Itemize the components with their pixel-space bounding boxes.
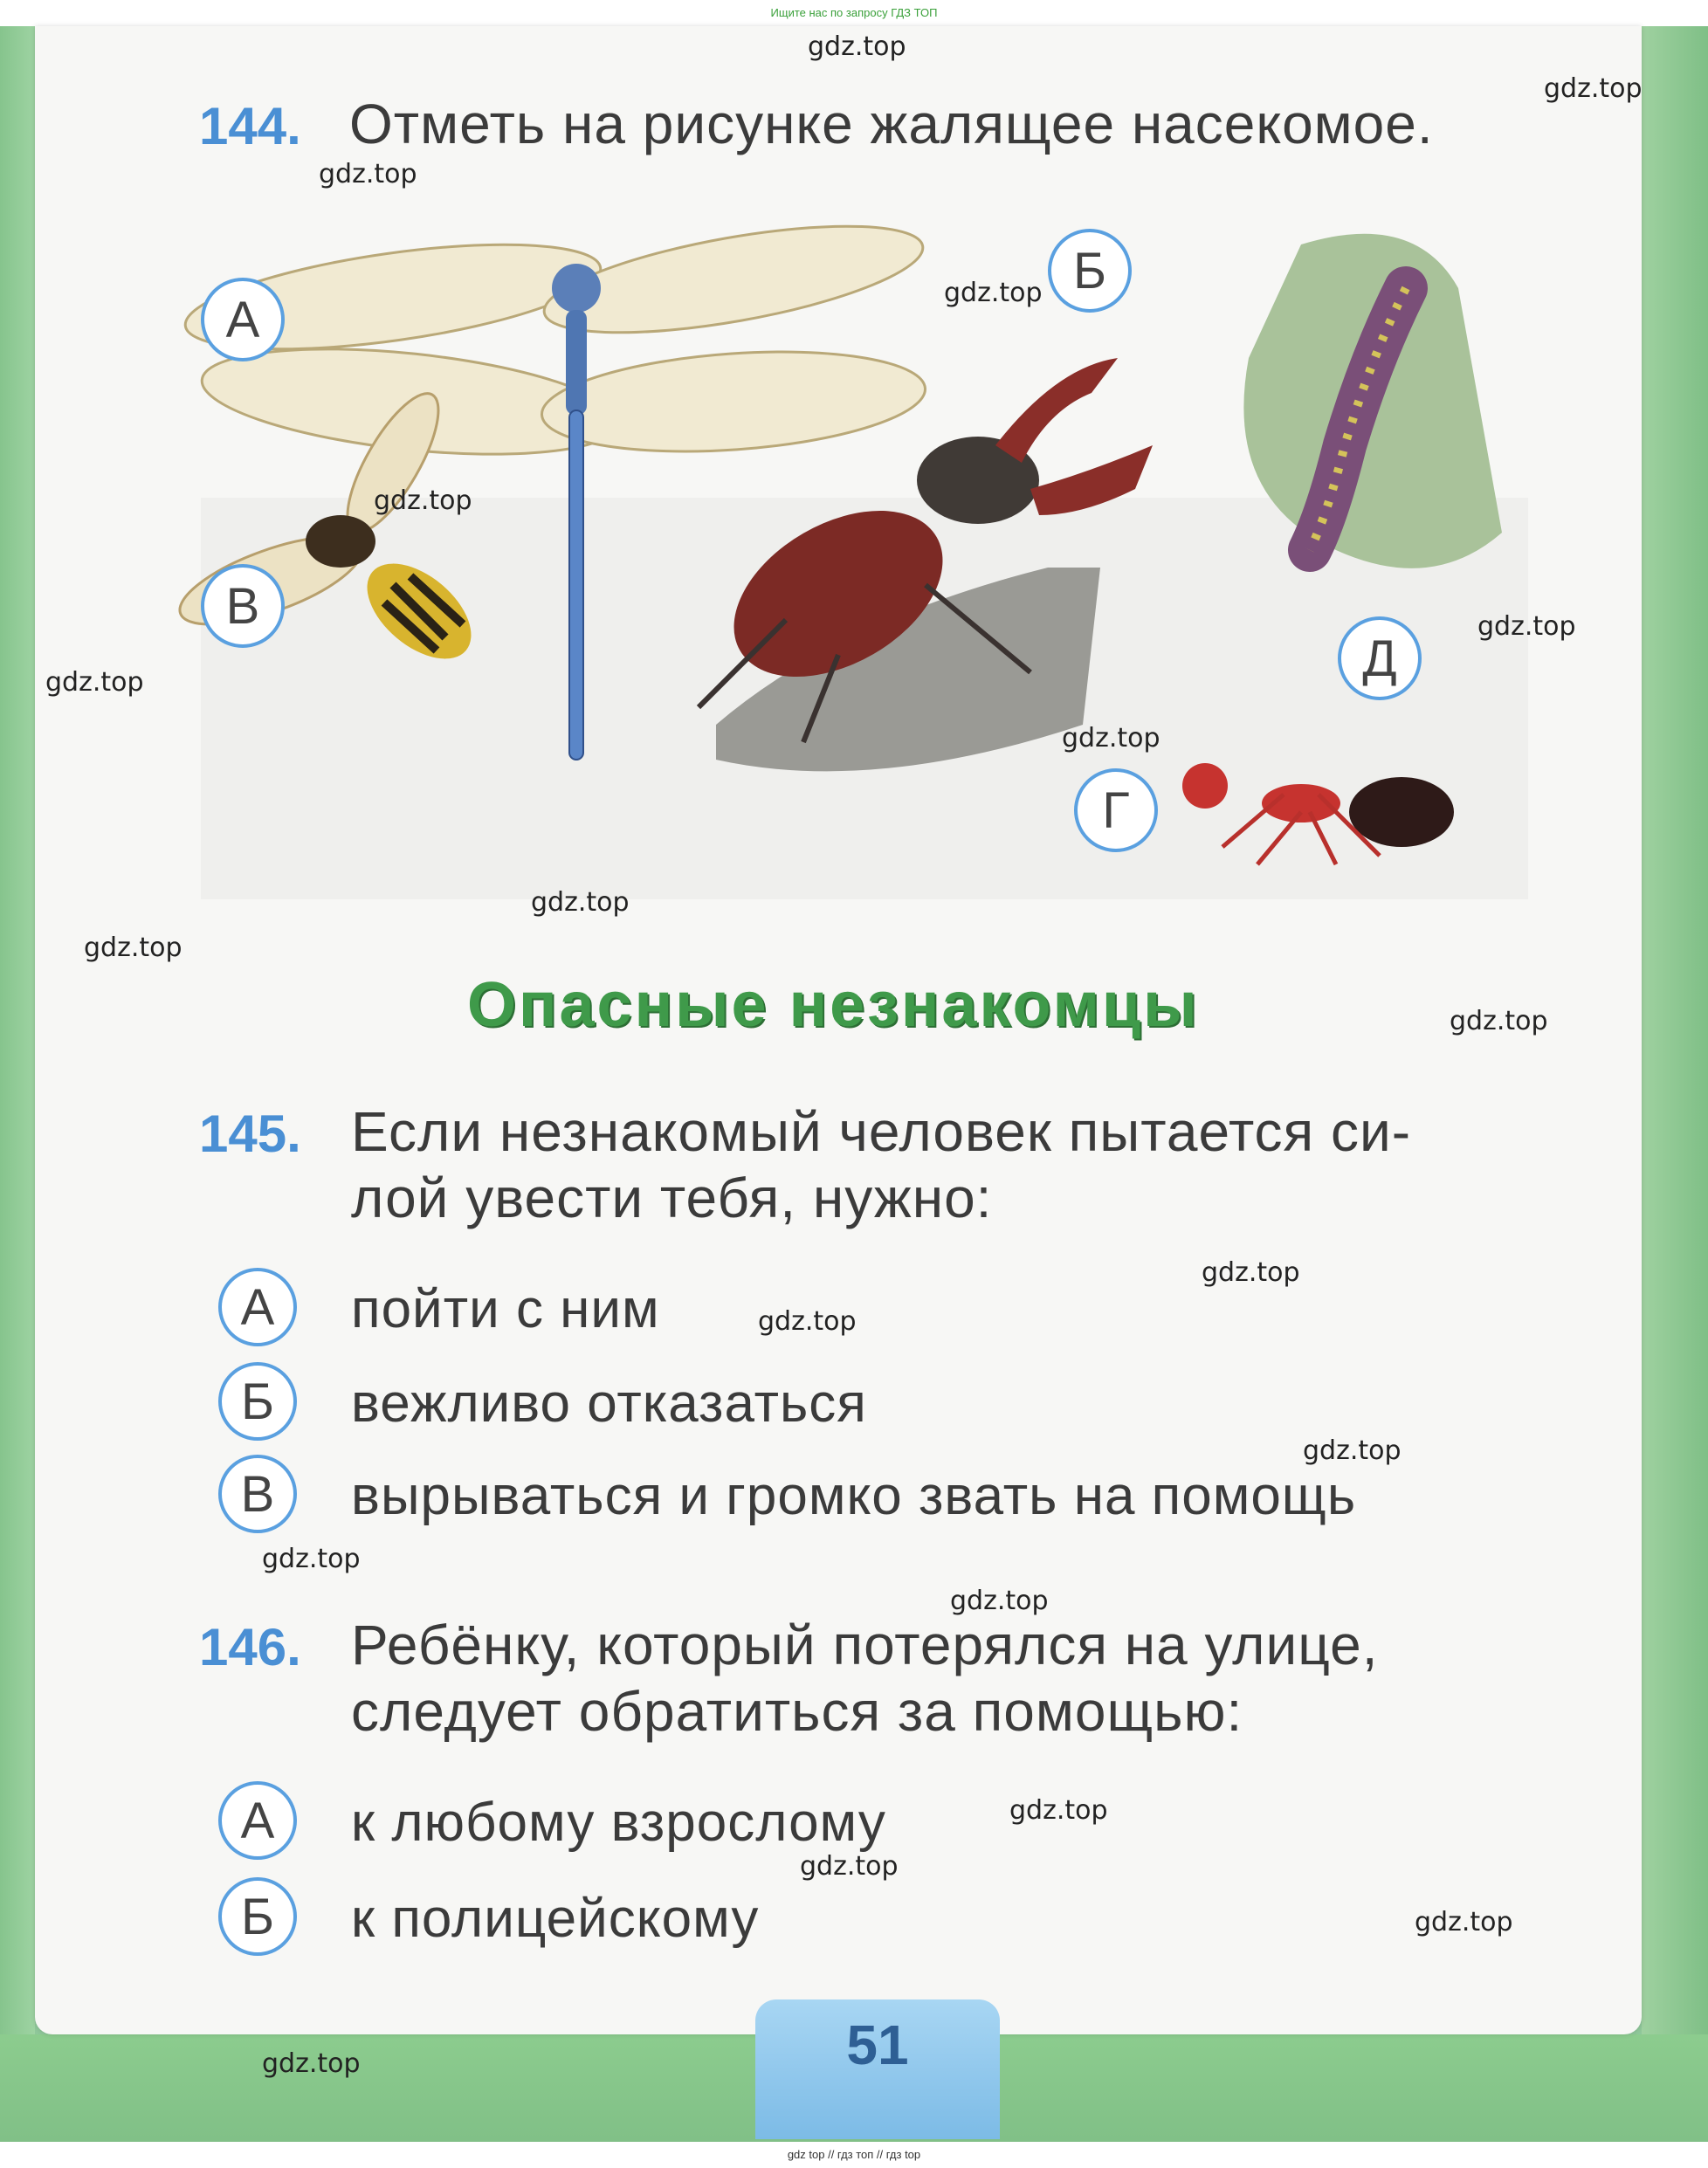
background-left (0, 0, 35, 2168)
q146-answer-a: к любому взрослому (351, 1793, 886, 1853)
insects-illustration (175, 183, 1537, 899)
watermark: gdz.top (950, 1586, 1049, 1616)
question-146-line2: следует обратиться за помощью: (351, 1680, 1243, 1743)
q145-option-a-circle[interactable]: А (218, 1268, 297, 1346)
watermark: gdz.top (1415, 1907, 1513, 1937)
question-145-line1: Если незнакомый человек пытается си- (351, 1100, 1412, 1163)
watermark: gdz.top (319, 159, 417, 189)
q145-answer-a: пойти с ним (351, 1279, 660, 1339)
background-right (1642, 0, 1708, 2168)
question-146-number: 146. (199, 1618, 301, 1676)
q146-option-b-circle[interactable]: Б (218, 1877, 297, 1956)
option-a-circle[interactable]: А (201, 278, 285, 361)
watermark: gdz.top (84, 933, 183, 963)
option-g-circle[interactable]: Г (1074, 768, 1158, 852)
section-title: Опасные незнакомцы (467, 970, 1200, 1040)
question-144-number: 144. (199, 97, 301, 155)
watermark: gdz.top (1544, 73, 1643, 104)
watermark: gdz.top (531, 887, 630, 918)
watermark: gdz.top (45, 667, 144, 698)
top-banner[interactable]: Ищите нас по запросу ГДЗ ТОП (0, 0, 1708, 26)
watermark: gdz.top (1303, 1435, 1402, 1466)
watermark: gdz.top (262, 1544, 361, 1574)
watermark: gdz.top (1009, 1795, 1108, 1826)
q145-answer-b: вежливо отказаться (351, 1373, 867, 1434)
q145-answer-v: вырываться и громко звать на помощь (351, 1466, 1357, 1526)
q145-option-b-circle[interactable]: Б (218, 1362, 297, 1441)
watermark: gdz.top (944, 278, 1043, 308)
question-145-number: 145. (199, 1105, 301, 1163)
question-145-line2: лой увести тебя, нужно: (351, 1167, 993, 1229)
question-146-line1: Ребёнку, который потерялся на улице, (351, 1614, 1379, 1676)
q146-answer-b: к полицейскому (351, 1889, 760, 1949)
option-v-circle[interactable]: В (201, 564, 285, 648)
watermark: gdz.top (1202, 1257, 1300, 1288)
option-d-circle[interactable]: Д (1338, 616, 1422, 700)
watermark: gdz.top (1062, 723, 1160, 754)
bottom-banner[interactable]: gdz top // гдз топ // гдз top (0, 2142, 1708, 2168)
watermark: gdz.top (808, 31, 906, 62)
watermark: gdz.top (374, 485, 472, 516)
option-b-circle[interactable]: Б (1048, 229, 1132, 313)
q146-option-a-circle[interactable]: А (218, 1781, 297, 1860)
watermark: gdz.top (1450, 1006, 1548, 1036)
watermark: gdz.top (800, 1851, 899, 1882)
watermark: gdz.top (758, 1306, 857, 1337)
watermark: gdz.top (262, 2048, 361, 2079)
q145-option-v-circle[interactable]: В (218, 1455, 297, 1533)
page-number: 51 (846, 2013, 909, 2076)
watermark: gdz.top (1477, 611, 1576, 642)
question-144-text: Отметь на рисунке жалящее насекомое. (349, 93, 1434, 155)
